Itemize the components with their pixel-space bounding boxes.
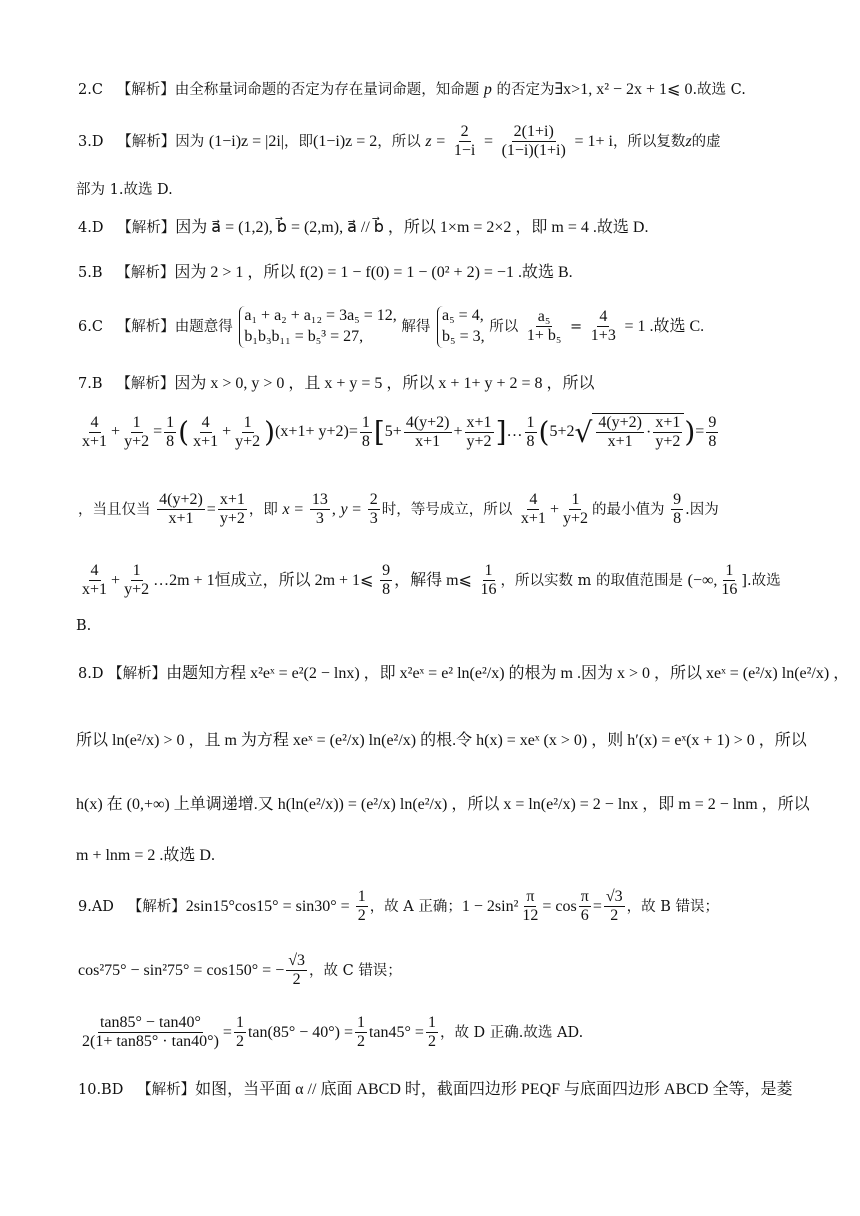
item-10: 10.BD 【解析】如图，当平面 α // 底面 ABCD 时，截面四边形 PEQF 与底面四边形 ABCD 全等，是菱 (78, 1081, 793, 1098)
item-5: 5.B 【解析】因为 2 > 1 ，所以 f(2) = 1 − f(0) = 1 − (0² + 2) = −1 .故选 B. (78, 264, 573, 281)
item-7-line2: $\frac{4}{x+1}$ + $\frac{1}{y+2}$ = $\frac{1}{8}$ ( $\frac{4}{x+1}$ + $\frac{1}{y+2}$ )(x+1+ y+2)= $\frac{1}{8}$ [5+ $\frac{4(y+2)}{x+1}$ + $\frac{x+1}{y+2}$ ]… $\frac{1}{8}$ (5+2 √ $\frac{4(y+2)}{x+1}$ · $\frac{x+1}{y+2}$ )= $\frac{9}{8}$ (82, 413, 717, 451)
item-7-line3: ，当且仅当 $\frac{4(y+2)}{x+1}$ = $\frac{x+1}{y+2}$ ，即 x = $\frac{13}{3}$ , y = $\frac{2}{3}$ 时，等号成立，所以 $\frac{4}{x+1}$ + $\frac{1}{y+2}$ 的最小值为 $\frac{9}{8}$ .因为 (78, 491, 719, 528)
item-7-line4: $\frac{4}{x+1}$ + $\frac{1}{y+2}$ …2m + 1恒成立，所以 2m + 1⩽ $\frac{9}{8}$ ，解得 m⩽ $\frac{1}{16}$ ，所以实数 m 的取值范围是 (−∞, $\frac{1}{16}$ ].故选 (82, 562, 781, 599)
item-7: 7.B 【解析】因为 x > 0, y > 0 ，且 x + y = 5 ，所以 x + 1+ y + 2 = 8 ，所以 (78, 375, 595, 392)
item-9: 9.AD 【解析】2sin15°cos15° = sin30° = $\frac{1}{2}$ ，故 A 正确；1 − 2sin² $\frac{\pi}{12}$ = cos $\frac{\pi}{6}$ = $\frac{√3}{2}$ ，故 B 错误； (78, 888, 720, 925)
system-2: a₅ = 4, b₅ = 3, (437, 306, 485, 348)
item-2: 2.C 【解析】由全称量词命题的否定为存在量词命题，知命题 p 的否定为∃x>1, x² − 2x + 1⩽ 0.故选 C. (78, 81, 746, 98)
item-3-cont: 部为 1.故选 D. (76, 182, 173, 198)
item-8-line3: h(x) 在 (0,+∞) 上单调递增.又 h(ln(e²/x)) = (e²/x) ln(e²/x) ，所以 x = ln(e²/x) = 2 − lnx ，即 m = 2 − lnm ，所以 (76, 796, 810, 813)
item-4: 4.D 【解析】因为 a⃗ = (1,2), b⃗ = (2,m), a⃗ // b⃗ ，所以 1×m = 2×2 ，即 m = 4 .故选 D. (78, 219, 649, 236)
item-6: 6.C 【解析】由题意得 a₁ + a₂ + a₁₂ = 3a₅ = 12, b₁b₃b₁₁ = b₅³ = 27, 解得 a₅ = 4, b₅ = 3, 所以 $\frac{\text{a₅}}{\text{1+ b₅}}$ = $\frac{4}{1+3}$ = 1 .故选 C. (78, 306, 820, 348)
item-7-line5: B. (76, 618, 92, 634)
item-9-line2: cos²75° − sin²75° = cos150° = − $\frac{√3}{2}$ ，故 C 错误； (78, 952, 402, 989)
item-8-line4: m + lnm = 2 .故选 D. (76, 847, 215, 864)
item-3: 3.D 【解析】因为 (1−i)z = |2i|，即(1−i)z = 2，所以 z = $\frac{2}{1-i}$ = $\frac{2(1+i)}{(1-i)(1+i)}$ = 1+ i，所以复数z的虚 (78, 123, 721, 160)
item-9-line3: $\frac{\tan 85^\circ - \tan 40^\circ}{2(1+ \tan 85^\circ \cdot \tan 40^\circ)}$ = $\frac{1}{2}$ tan(85° − 40°) = $\frac{1}{2}$ tan45° = $\frac{1}{2}$ ，故 D 正确.故选 AD. (82, 1014, 584, 1051)
item-8-line2: 所以 ln(e²/x) > 0 ，且 m 为方程 xeˣ = (e²/x) ln(e²/x) 的根.令 h(x) = xeˣ (x > 0) ，则 h′(x) = eˣ(x + 1) > 0 ，所以 (76, 732, 807, 749)
system-1: a₁ + a₂ + a₁₂ = 3a₅ = 12, b₁b₃b₁₁ = b₅³ = 27, (239, 306, 396, 348)
item-8: 8.D 【解析】由题知方程 x²eˣ = e²(2 − lnx) ，即 x²eˣ = e² ln(e²/x) 的根为 m .因为 x > 0 ，所以 xeˣ = (e²/x) ln(e²/x) ， (78, 665, 850, 682)
